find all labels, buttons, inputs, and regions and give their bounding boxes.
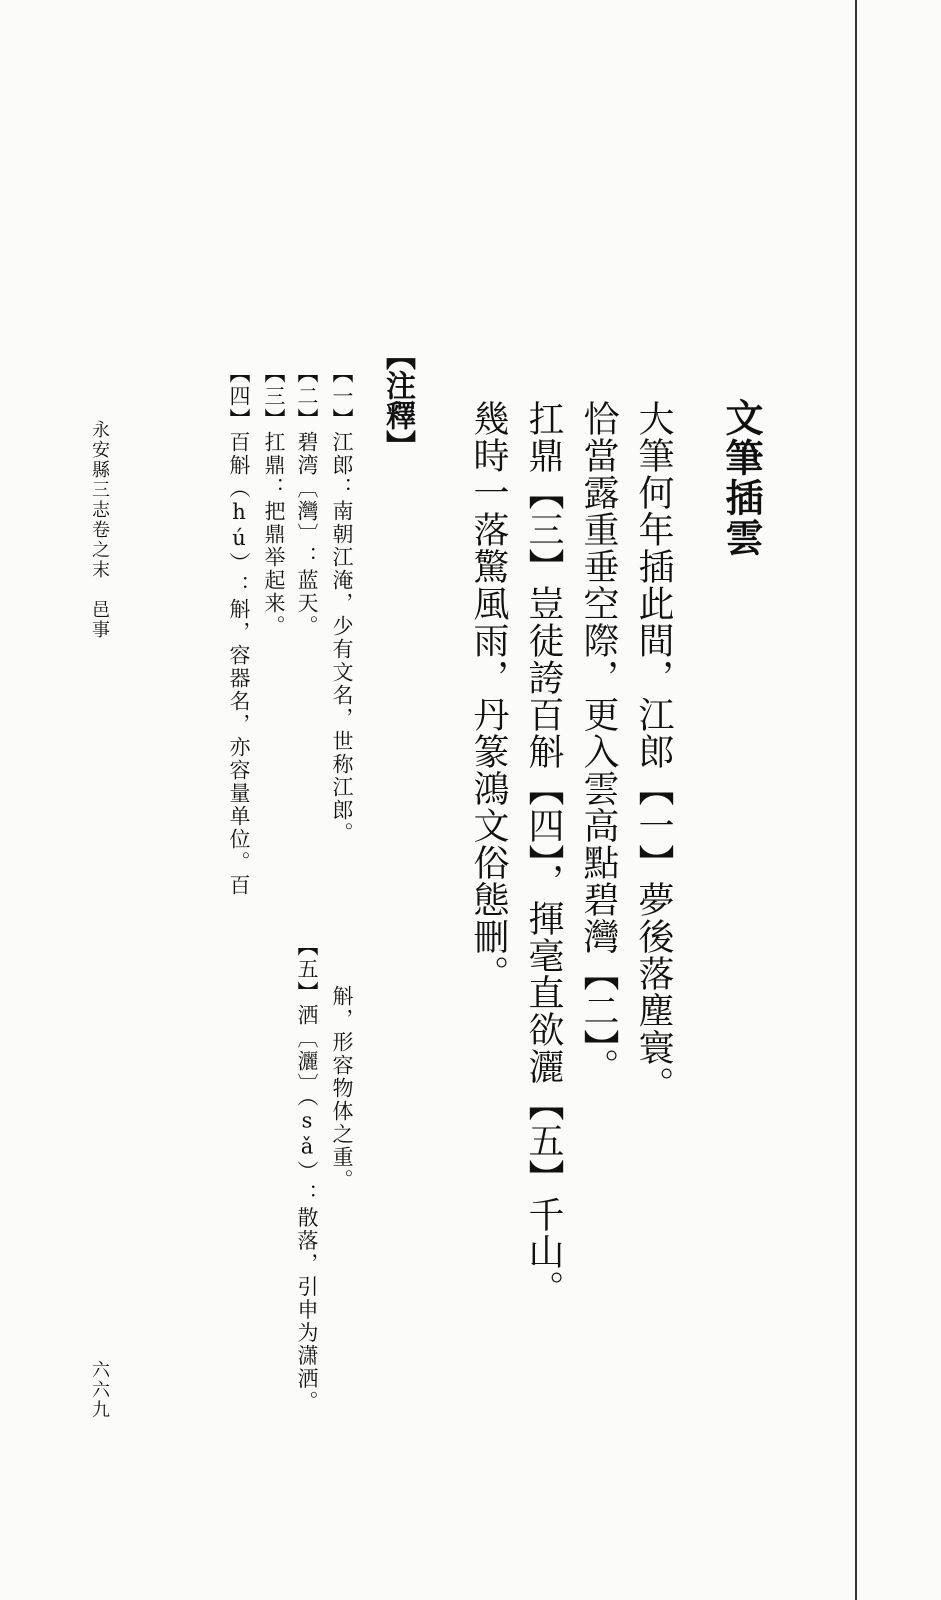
note-4-continuation: 斛，形容物体之重。 (330, 985, 354, 1192)
page-edge-rule (855, 0, 857, 1600)
page-number: 六六九 (89, 1360, 110, 1420)
note-5: 【五】洒〔灑〕（sǎ）：散落，引申为潇洒。 (295, 935, 319, 1414)
poem-title: 文筆插雲 (719, 398, 764, 558)
note-4: 【四】百斛（hú）：斛，容器名，亦容量单位。百 (227, 362, 251, 897)
note-1: 【一】江郎：南朝江淹，少有文名，世称江郎。 (330, 362, 354, 845)
running-header: 永安縣三志卷之末 邑事 (89, 420, 110, 640)
poem-line-3: 扛鼎【三】豈徒誇百斛【四】，揮毫直欲灑【五】千山。 (523, 400, 564, 1307)
poem-line-1: 大筆何年插此間，江郎【一】夢後落塵寰。 (633, 400, 674, 1103)
note-3: 【三】扛鼎：把鼎举起来。 (262, 362, 286, 638)
poem-line-4: 幾時一落驚風雨，丹篆鴻文俗態刪。 (468, 400, 509, 992)
notes-heading: 【注釋】 (380, 340, 415, 460)
note-2: 【二】碧湾〔灣〕：蓝天。 (295, 362, 319, 638)
poem-line-2: 恰當露重垂空際，更入雲高點碧灣【二】。 (578, 400, 619, 1085)
